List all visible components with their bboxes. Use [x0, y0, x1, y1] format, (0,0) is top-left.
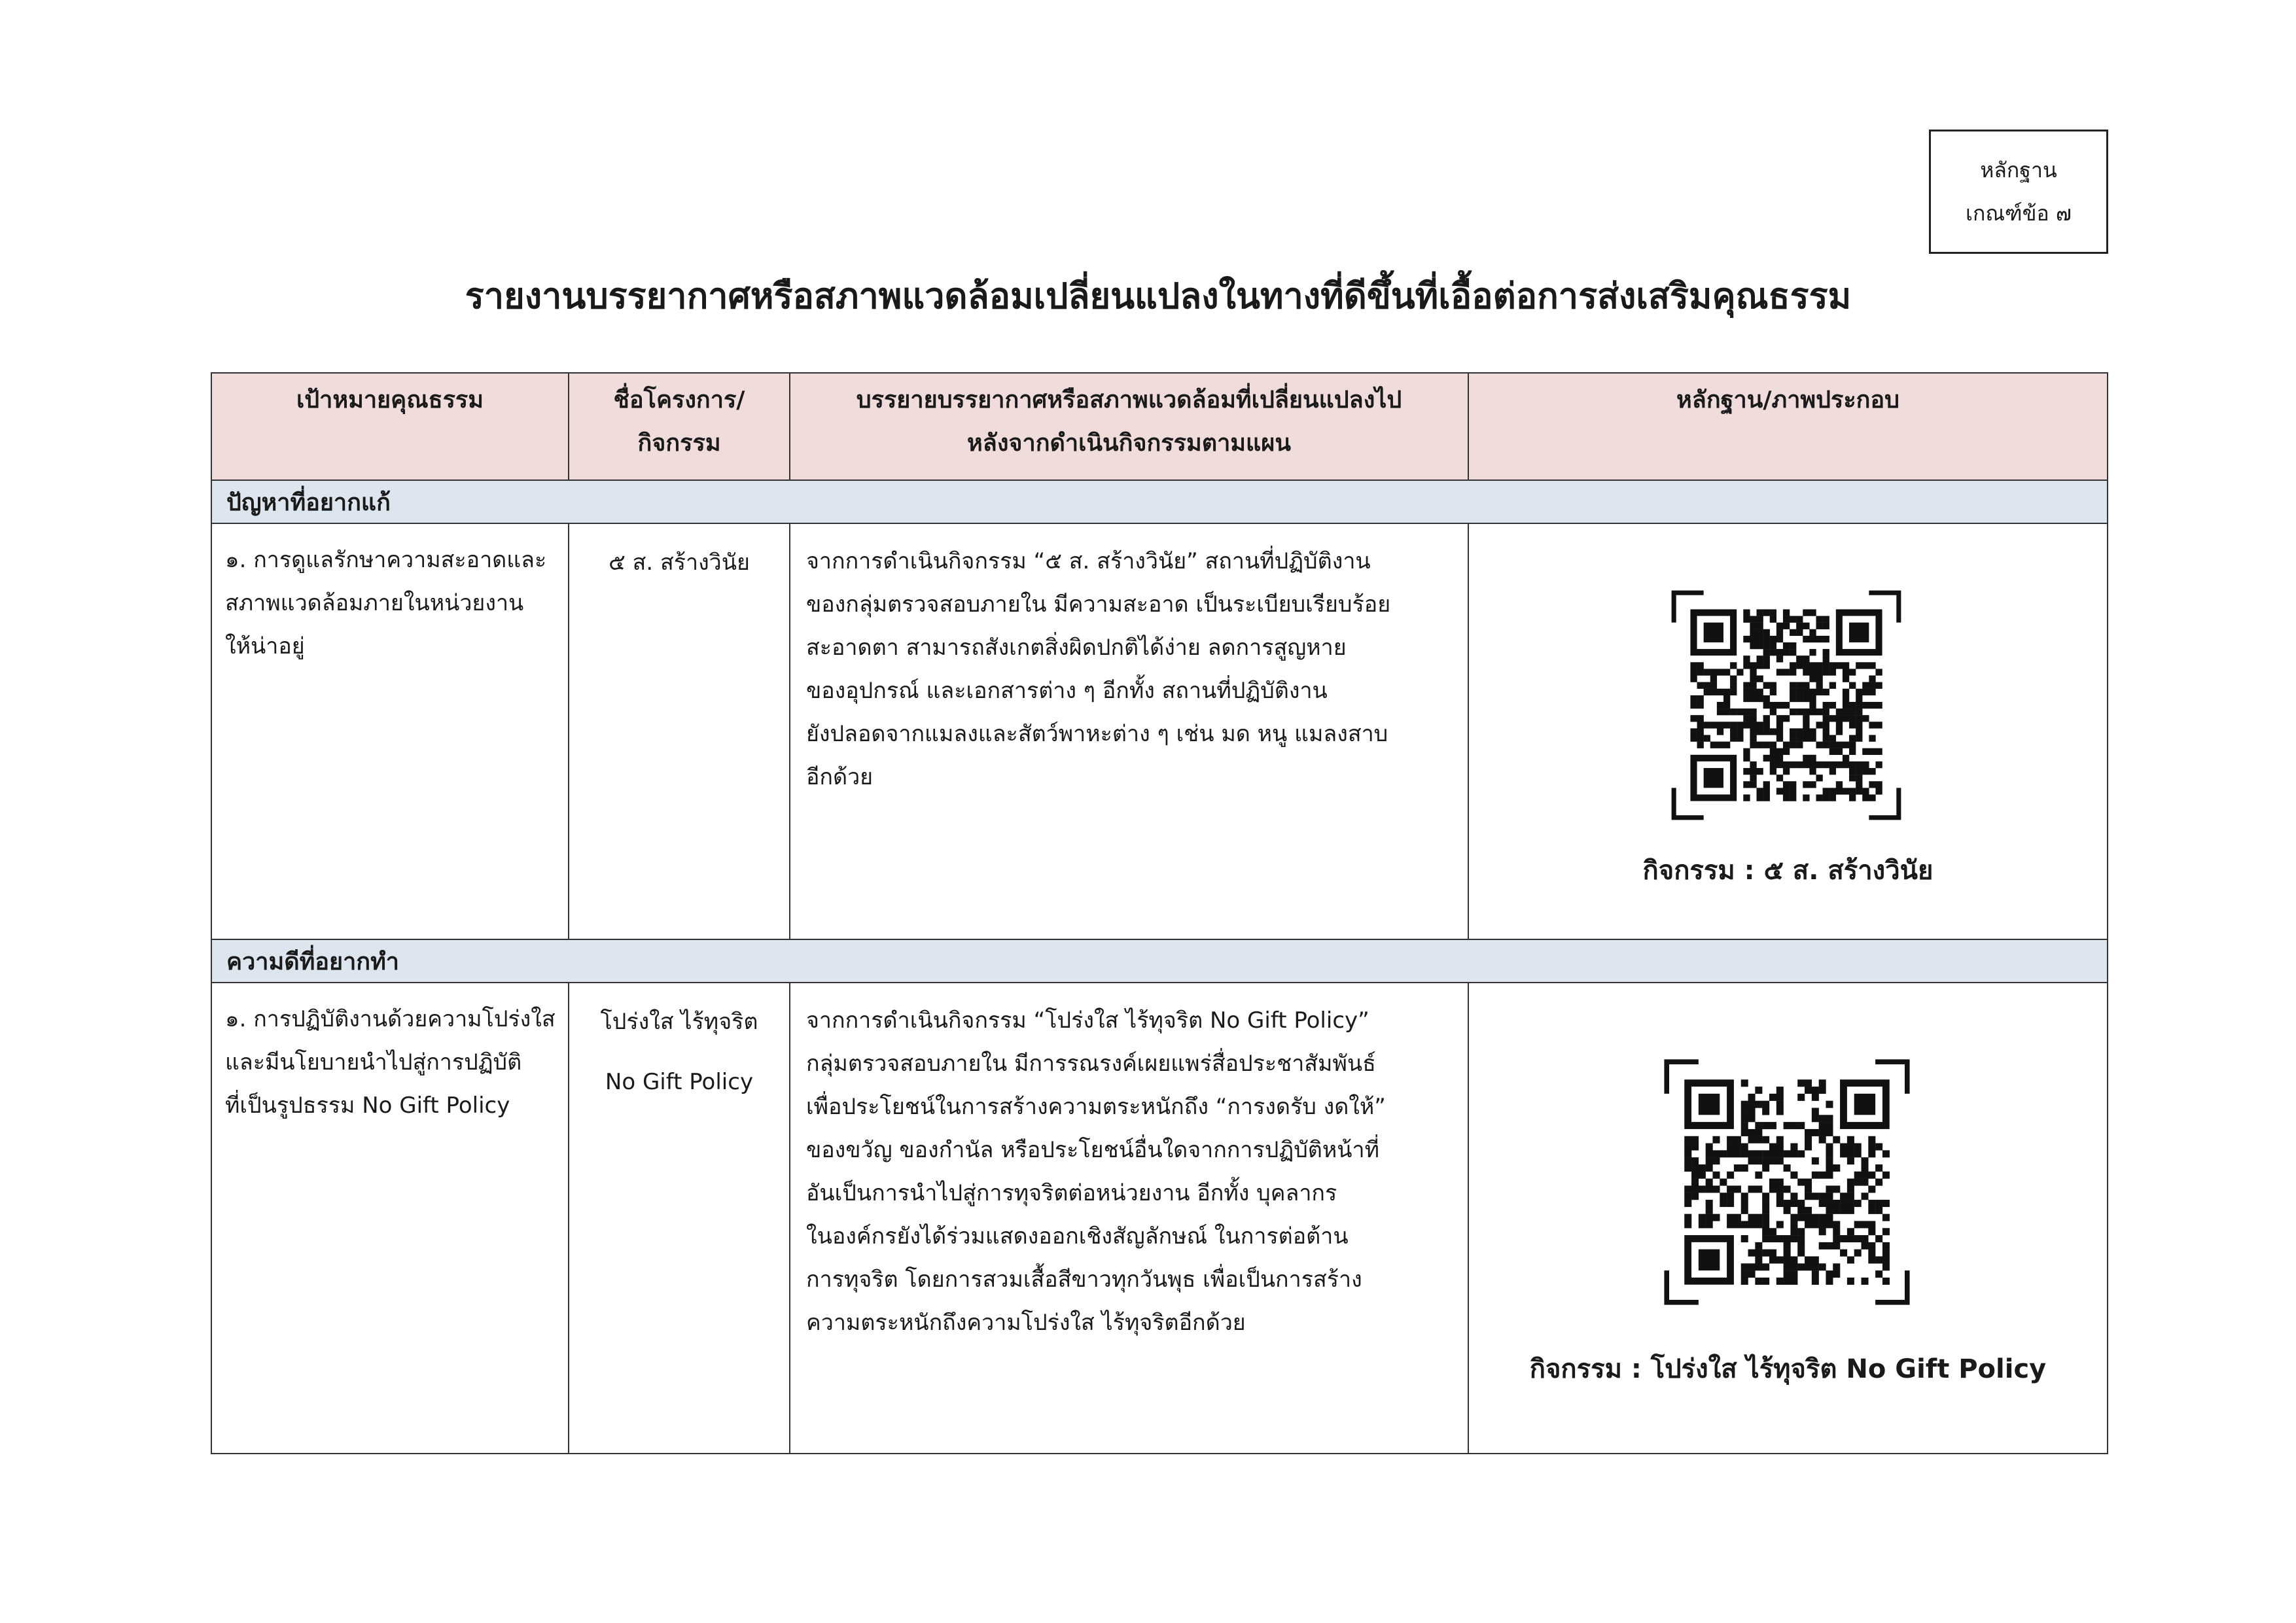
page-title: รายงานบรรยากาศหรือสภาพแวดล้อมเปลี่ยนแปลงในทางที่ดีขึ้นที่เอื้อต่อการส่งเสริมคุณธรรม	[465, 275, 1852, 317]
table-row	[211, 983, 2108, 1454]
evidence-cell	[1468, 983, 2108, 1454]
evidence-cell	[1468, 523, 2108, 939]
report-table	[211, 372, 2108, 1454]
qr-code-5s[interactable]	[1664, 583, 1909, 828]
section-label: ปัญหาที่อยากแก้	[211, 480, 2108, 523]
section-row-good-deed	[211, 939, 2108, 983]
header-project: ชื่อโครงการ/ กิจกรรม	[569, 373, 790, 480]
evidence-box-line1: หลักฐาน	[1980, 158, 2057, 183]
evidence-box-line2: เกณฑ์ข้อ ๗	[1966, 201, 2072, 226]
goal-cell: ๑. การปฏิบัติงานด้วยความโปร่งใส และมีนโยบายนำไปสู่การปฏิบัติ ที่เป็นรูปธรรม No Gift Policy	[211, 983, 569, 1454]
section-label: ความดีที่อยากทำ	[211, 939, 2108, 983]
table-row	[211, 523, 2108, 939]
description-cell: จากการดำเนินกิจกรรม “โปร่งใส ไร้ทุจริต No Gift Policy” กลุ่มตรวจสอบภายใน มีการรณรงค์เผยแพร่สื่อประชาสัมพันธ์ เพื่อประโยชน์ในการสร้างความตระหนักถึง “การงดรับ งดให้” ของขวัญ ของกำนัล หรือประโยชน์อื่นใดจากการปฏิบัติหน้าที่ อันเป็นการนำไปสู่การทุจริตต่อหน่วยงาน อีกทั้ง บุคลากร ในองค์กรยังได้ร่วมแสดงออกเชิงสัญลักษณ์ ในการต่อต้าน การทุจริต โดยการสวมเสื้อสีขาวทุกวันพุธ เพื่อเป็นการสร้าง ความตระหนักถึงความโปร่งใส ไร้ทุจริตอีกด้วย	[790, 983, 1468, 1454]
evidence-criteria-box	[1929, 130, 2108, 254]
qr-code-no-gift[interactable]	[1656, 1051, 1918, 1313]
project-cell: โปร่งใส ไร้ทุจริต No Gift Policy	[569, 983, 790, 1454]
header-goal: เป้าหมายคุณธรรม	[211, 373, 569, 480]
table-header-row	[211, 373, 2108, 480]
evidence-caption: กิจกรรม : ๕ ส. สร้างวินัย	[1642, 856, 1934, 886]
description-cell: จากการดำเนินกิจกรรม “๕ ส. สร้างวินัย” สถานที่ปฏิบัติงาน ของกลุ่มตรวจสอบภายใน มีความสะอาด เป็นระเบียบเรียบร้อย สะอาดตา สามารถสังเกตสิ่งผิดปกติได้ง่าย ลดการสูญหาย ของอุปกรณ์ และเอกสารต่าง ๆ อีกทั้ง สถานที่ปฏิบัติงาน ยังปลอดจากแมลงและสัตว์พาหะต่าง ๆ เช่น มด หนู แมลงสาบ อีกด้วย	[790, 523, 1468, 939]
goal-cell: ๑. การดูแลรักษาความสะอาดและ สภาพแวดล้อมภายในหน่วยงาน ให้น่าอยู่	[211, 523, 569, 939]
header-description: บรรยายบรรยากาศหรือสภาพแวดล้อมที่เปลี่ยนแปลงไป หลังจากดำเนินกิจกรรมตามแผน	[790, 373, 1468, 480]
section-row-problem	[211, 480, 2108, 523]
evidence-caption: กิจกรรม : โปร่งใส ไร้ทุจริต No Gift Policy	[1529, 1354, 2047, 1384]
project-cell: ๕ ส. สร้างวินัย	[569, 523, 790, 939]
header-evidence: หลักฐาน/ภาพประกอบ	[1468, 373, 2108, 480]
